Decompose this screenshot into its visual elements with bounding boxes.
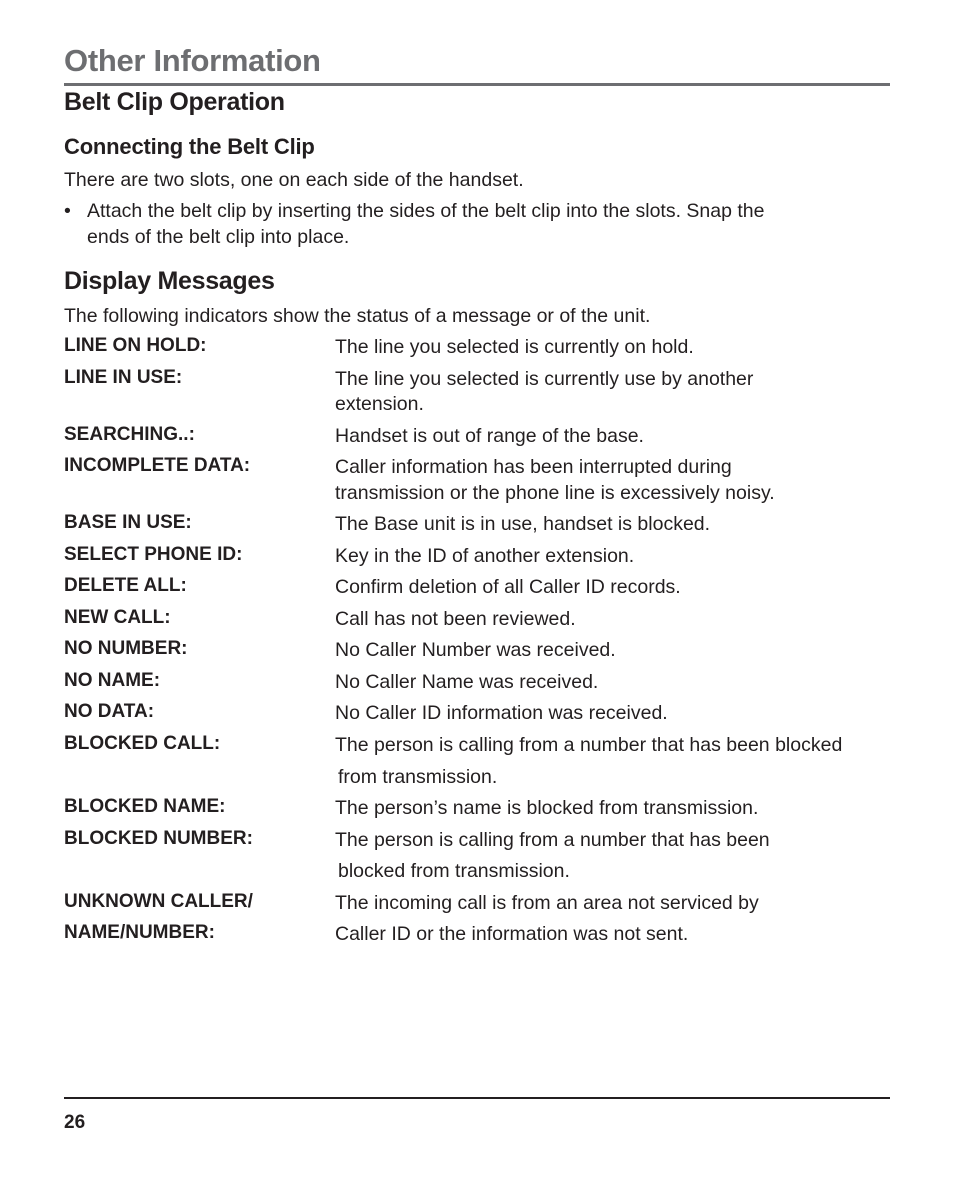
message-description: Caller information has been interrupted during [335,456,732,478]
message-term: INCOMPLETE DATA: [64,455,251,476]
message-description: Handset is out of range of the base. [335,425,644,447]
belt-clip-heading: Belt Clip Operation [64,88,285,116]
message-description: extension. [335,393,424,415]
message-description: No Caller Name was received. [335,671,599,693]
message-description: The person is calling from a number that has been [335,829,770,851]
display-messages-intro: The following indicators show the status of a message or of the unit. [64,305,651,327]
message-term: NO NUMBER: [64,638,188,659]
message-term: BLOCKED CALL: [64,733,221,754]
message-description: from transmission. [338,766,498,788]
bullet-icon: • [64,200,71,222]
section-title: Other Information [64,43,321,78]
footer-rule [64,1097,890,1099]
message-term: BASE IN USE: [64,512,192,533]
connecting-belt-clip-subheading: Connecting the Belt Clip [64,134,315,159]
message-description: blocked from transmission. [338,860,570,882]
message-term: LINE ON HOLD: [64,335,207,356]
message-term: LINE IN USE: [64,367,183,388]
message-description: No Caller Number was received. [335,639,616,661]
message-term: UNKNOWN CALLER/ [64,891,253,912]
message-term: BLOCKED NUMBER: [64,828,253,849]
message-description: The Base unit is in use, handset is blocked. [335,513,711,535]
message-description: No Caller ID information was received. [335,702,668,724]
message-description: The person’s name is blocked from transmission. [335,797,759,819]
message-term: BLOCKED NAME: [64,796,226,817]
display-messages-heading: Display Messages [64,267,275,295]
message-term: SEARCHING..: [64,424,195,445]
message-description: transmission or the phone line is excessively noisy. [335,482,775,504]
message-term: SELECT PHONE ID: [64,544,243,565]
message-term: NO NAME: [64,670,161,691]
page-number: 26 [64,1112,86,1133]
message-description: The person is calling from a number that has been blocked [335,734,843,756]
message-description: Caller ID or the information was not sent. [335,923,689,945]
message-description: The incoming call is from an area not serviced by [335,892,759,914]
message-term: DELETE ALL: [64,575,187,596]
belt-clip-bullet-line-2: ends of the belt clip into place. [87,226,350,248]
message-term: NO DATA: [64,701,155,722]
message-term: NEW CALL: [64,607,171,628]
belt-clip-intro: There are two slots, one on each side of the handset. [64,169,524,191]
belt-clip-bullet-line-1: Attach the belt clip by inserting the sides of the belt clip into the slots. Snap the [87,200,765,222]
message-description: Call has not been reviewed. [335,608,576,630]
title-rule [64,83,890,86]
message-term: NAME/NUMBER: [64,922,215,943]
message-description: The line you selected is currently on hold. [335,336,694,358]
message-description: The line you selected is currently use by another [335,368,754,390]
message-description: Key in the ID of another extension. [335,545,635,567]
message-description: Confirm deletion of all Caller ID records. [335,576,681,598]
